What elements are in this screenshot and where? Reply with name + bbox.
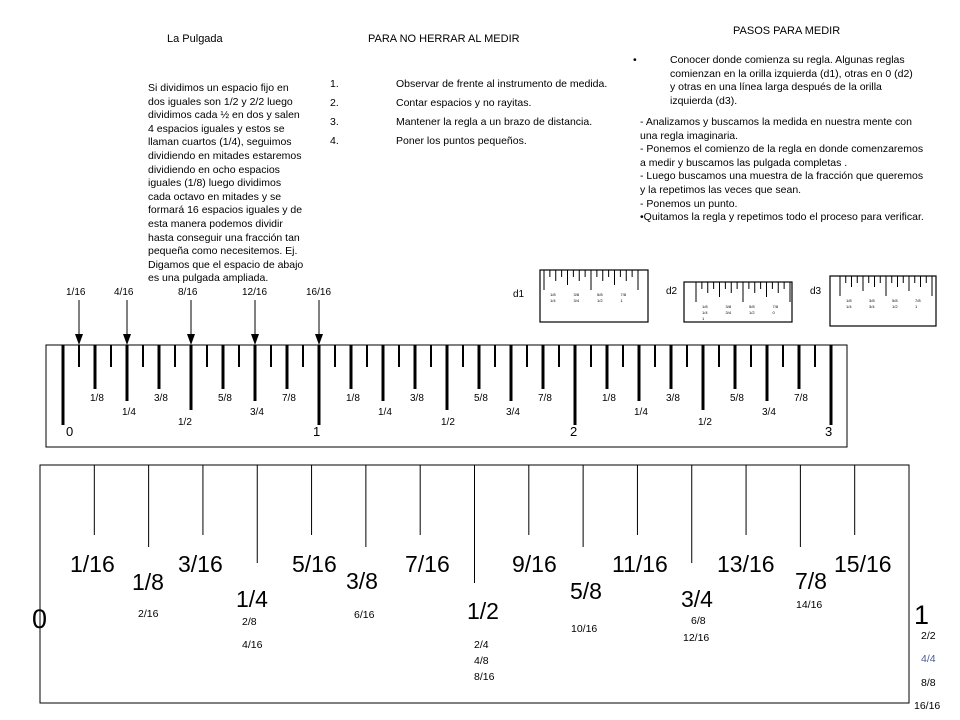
small-ruler-mark: 1/4 [550,298,556,303]
explanation-paragraph: Si dividimos un espacio fijo en dos iguales son 1/2 y 2/2 luego dividimos cada ½ en dos y salen 4 espacios iguales y estos se llaman cuartos (1/4), seguimos dividiendo en mitades estaremos dividiendo en ocho espacios iguales (1/8) luego dividimos cada octavo en mitades y se formará 16 espacios iguales y de esta manera podemos dividir hasta conseguir una fracción tan pequeña como necesitemos. Ej. Digamos que el espacio de abajo es una pulgada ampliada. [148,82,304,285]
big-quarter-label: 1/4 [236,586,268,612]
small-ruler-mark: 1 [915,304,918,309]
small-ruler-mark: 5/8 [749,304,755,309]
ruler-eighth-label: 7/8 [794,393,808,404]
small-ruler-frame [684,282,792,322]
step-line: •Quitamos la regla y repetimos todo el proceso para verificar. [640,211,924,224]
small-ruler-mark: 7/8 [915,298,921,303]
big-eighth-label: 5/8 [570,578,602,604]
big-sixteenth-label: 1/16 [70,551,115,577]
equiv-label: 6/8 [691,615,706,627]
arrow-label: 16/16 [306,287,332,298]
equiv-label: 12/16 [683,632,710,644]
big-eighth-label: 3/8 [346,568,378,594]
small-ruler-mark: 5/8 [597,292,603,297]
big-sixteenth-label: 7/16 [405,551,450,577]
pasos-title: PASOS PARA MEDIR [733,25,841,37]
ruler-half-label: 1/2 [178,417,192,428]
big-sixteenth-label: 13/16 [717,551,775,577]
ruler-quarter-label: 3/4 [762,407,776,418]
ruler-eighth-label: 3/8 [666,393,680,404]
small-ruler-mark: 3/4 [573,298,580,303]
arrow-head [315,334,323,345]
steps-bullet-text: Conocer donde comienza su regla. Algunas reglas comienzan en la orilla izquierda (d1), otras en 0 (d2) y otras en una línea larga después de la orilla izquierda (d3). [670,54,913,107]
equiv-label: 6/16 [354,609,375,621]
equiv-label: 2/2 [921,630,936,642]
arrow-head [75,334,83,345]
ruler-quarter-label: 1/4 [122,407,136,418]
ruler-quarter-label: 3/4 [250,407,264,418]
equiv-label: 2/4 [474,639,489,651]
small-ruler-mark: 3/8 [725,304,732,309]
small-ruler-mark: 7/8 [772,304,779,309]
arrow-label: 4/16 [114,287,134,298]
step-line: - Analizamos y buscamos la medida en nuestra mente con una regla imaginaria. [640,116,912,142]
arrow-head [123,334,131,345]
big-zero-label: 0 [32,604,48,634]
small-ruler-mark: 1/8 [846,298,852,303]
big-one-label: 1 [914,600,930,630]
big-eighth-label: 1/8 [132,569,164,595]
big-half-label: 1/2 [467,598,499,624]
ruler-eighth-label: 1/8 [90,393,104,404]
tip-item: 1. Observar de frente al instrumento de medida. [330,78,608,90]
ruler-inch-label: 1 [313,424,321,439]
big-sixteenth-label: 5/16 [292,551,337,577]
small-ruler-mark: 3/4 [869,304,875,309]
step-line: - Ponemos el comienzo de la regla en donde comenzaremos a medir y buscamos las pulgada completas . [640,143,924,169]
big-quarter-label: 3/4 [681,586,713,612]
equiv-label: 16/16 [914,700,941,712]
equiv-label: 4/16 [242,639,263,651]
ruler-eighth-label: 3/8 [154,393,168,404]
equiv-label: 4/8 [474,655,489,667]
small-ruler-mark: 3/4 [725,310,732,315]
d1-label: d1 [513,289,525,300]
step-line: - Ponemos un punto. [640,197,738,210]
ruler-eighth-label: 5/8 [730,393,744,404]
step-line: - Luego buscamos una muestra de la fracción que queremos y la repetimos las veces que sean. [640,170,924,196]
ruler-eighth-label: 5/8 [218,393,232,404]
small-ruler-mark: 5/8 [892,298,898,303]
big-sixteenth-label: 15/16 [834,551,892,577]
tip-item: 2. Contar espacios y no rayitas. [330,97,532,109]
arrow-head [251,334,259,345]
tip-item: 3. Mantener la regla a un brazo de distancia. [330,116,593,128]
equiv-label: 8/16 [474,671,495,683]
d3-label: d3 [810,286,822,297]
pulgada-title: La Pulgada [167,33,223,45]
small-ruler-mark: 1 [620,298,623,303]
equiv-label-blue: 4/4 [921,653,936,665]
small-ruler-mark: 0 [772,310,775,315]
ruler-quarter-label: 3/4 [506,407,520,418]
ruler-eighth-label: 1/8 [346,393,360,404]
ruler-quarter-label: 1/4 [378,407,392,418]
ruler-eighth-label: 3/8 [410,393,424,404]
ruler-eighth-label: 5/8 [474,393,488,404]
ruler-inch-label: 0 [66,424,74,439]
small-ruler-mark: 3/8 [573,292,580,297]
arrow-head [187,334,195,345]
ruler-inch-label: 2 [570,424,578,439]
equiv-label: 14/16 [796,599,823,611]
ruler-eighth-label: 7/8 [538,393,552,404]
big-sixteenth-label: 9/16 [512,551,557,577]
small-ruler-mark: 1/2 [749,310,755,315]
equiv-label: 10/16 [571,623,598,635]
ruler-half-label: 1/2 [698,417,712,428]
small-ruler-mark: 1/8 [702,304,708,309]
small-ruler-mark: 3/8 [869,298,875,303]
arrow-label: 1/16 [66,287,86,298]
small-ruler-mark: 1/2 [597,298,603,303]
equiv-label: 2/8 [242,616,257,628]
ruler-quarter-label: 1/4 [634,407,648,418]
ruler-half-label: 1/2 [441,417,455,428]
tip-item: 4. Poner los puntos pequeños. [330,135,527,147]
big-eighth-label: 7/8 [795,568,827,594]
steps-bullet-marker: • [633,54,637,66]
arrow-label: 8/16 [178,287,198,298]
small-ruler-mark: 7/8 [620,292,627,297]
big-sixteenth-label: 3/16 [178,551,223,577]
ruler-inch-label: 3 [825,424,833,439]
ruler-eighth-label: 1/8 [602,393,616,404]
small-ruler-mark: 1/4 [702,310,708,315]
arrow-label: 12/16 [242,287,268,298]
equiv-label: 2/16 [138,608,159,620]
ruler-eighth-label: 7/8 [282,393,296,404]
small-ruler-mark: 1/4 [846,304,852,309]
small-ruler-mark: 1/2 [892,304,898,309]
no-errar-title: PARA NO HERRAR AL MEDIR [368,33,520,45]
small-ruler-mark: 1/8 [550,292,556,297]
big-sixteenth-label: 11/16 [612,551,668,577]
equiv-label: 8/8 [921,677,936,689]
small-ruler-mark: 1 [702,316,705,321]
d2-label: d2 [666,286,678,297]
